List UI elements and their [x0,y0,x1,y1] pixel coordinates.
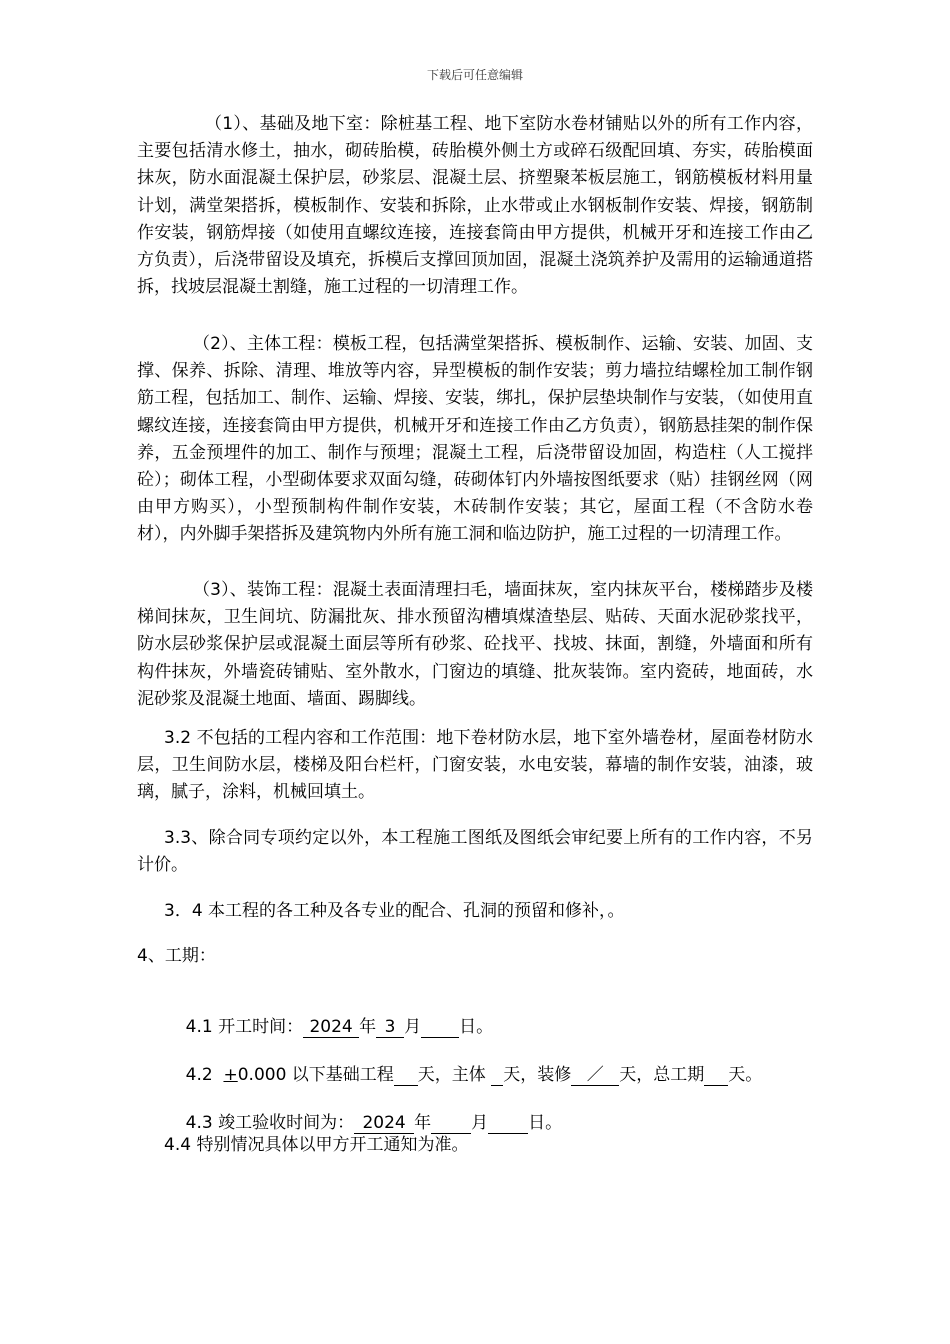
paragraph-exclusions: 3.2 不包括的工程内容和工作范围：地下卷材防水层，地下室外墙卷材，屋面卷材防水层，卫生间防水层，楼梯及阳台栏杆，门窗安装，水电安装，幕墙的制作安装，油漆，玻璃，腻子，涂料，机械回填土。 [137,728,813,803]
start-year-field: 2024 [303,1017,359,1038]
plus-sign: + [223,1065,238,1085]
paragraph-decoration: （3）、装饰工程：混凝土表面清理扫毛，墙面抹灰，室内抹灰平台，楼梯踏步及楼梯间抹灰，卫生间坑、防漏批灰、排水预留沟槽填煤渣垫层、贴砖、天面水泥砂浆找平，防水层砂浆保护层或混凝土面层等所有砂浆、砼找平、找坡、抹面，割缝，外墙面和所有构件抹灰，外墙瓷砖铺贴、室外散水，门窗边的填缝、批灰装饰。室内瓷砖，地面砖，水泥砂浆及混凝土地面、墙面、踢脚线。 [137,580,813,709]
start-month-unit: 月 [404,1017,422,1037]
main-structure-label: 天，主体 [417,1065,492,1085]
completion-year-field: 2024 [354,1113,414,1134]
start-month-field: 3 [376,1017,404,1038]
paragraph-main-structure: （2）、主体工程：模板工程，包括满堂架搭拆、模板制作、运输、安装、加固、支撑、保养、拆除、清理、堆放等内容，异型模板的制作安装；剪力墙拉结螺栓加工制作钢筋工程，包括加工、制作、运输、焊接、安装，绑扎，保护层垫块制作与安装，（如使用直螺纹连接，连接套筒由甲方提供，机械开牙和连接工作由乙方负责），钢筋悬挂架的制作保养，五金预埋件的加工、制作与预埋；混凝土工程，后浇带留设加固，构造柱（人工搅拌砼）；砌体工程，小型砌体要求双面勾缝，砖砌体钉内外墙按图纸要求（贴）挂钢丝网（网由甲方购买），小型预制构件制作安装，木砖制作安装；其它，屋面工程（不含防水卷材），内外脚手架搭拆及建筑物内外所有施工洞和临边防护，施工过程的一切清理工作。 [137,334,813,545]
start-day-field [421,1017,459,1038]
foundation-label: 0.000 以下基础工程 [237,1065,394,1085]
completion-month-field [431,1113,471,1134]
duration-label: 4.2 [185,1065,224,1085]
decoration-days-field: ／ [571,1065,619,1086]
foundation-days-field [394,1065,418,1086]
paragraph-foundation: （1）、基础及地下室：除桩基工程、地下室防水卷材铺贴以外的所有工作内容，主要包括清水修土，抽水，砌砖胎模，砖胎模外侧土方或碎石级配回填、夯实，砖胎模面抹灰，防水面混凝土保护层，砂浆层、混凝土层、挤塑聚苯板层施工，钢筋模板材料用量计划，满堂架搭拆，模板制作、安装和拆除，止水带或止水钢板制作安装、焊接，钢筋制作安装，钢筋焊接（如使用直螺纹连接，连接套筒由甲方提供，机械开牙和连接工作由乙方负责），后浇带留设及填充，拆模后支撑回顶加固，混凝土浇筑养护及需用的运输通道搭拆，找坡层混凝土割缝，施工过程的一切清理工作。 [137,114,813,298]
completion-year-unit: 年 [414,1113,432,1133]
paragraph-3-3: 3.3、除合同专项约定以外，本工程施工图纸及图纸会审纪要上所有的工作内容，不另计价。 [137,828,813,876]
section-4-heading: 4、工期： [137,946,216,966]
completion-month-unit: 月 [471,1113,489,1133]
start-date-label: 4.1 开工时间： [185,1017,304,1037]
completion-day-field [488,1113,528,1134]
main-structure-days-field [491,1065,503,1086]
line-4-4-special-note: 4.4 特别情况具体以甲方开工通知为准。 [164,1135,469,1155]
start-year-unit: 年 [359,1017,377,1037]
total-days-field [704,1065,728,1086]
completion-label: 4.3 竣工验收时间为： [185,1113,355,1133]
total-days-unit: 天。 [728,1065,763,1085]
completion-day-unit: 日。 [528,1113,563,1133]
total-label: 天，总工期 [619,1065,705,1085]
decoration-label: 天，装修 [503,1065,572,1085]
start-day-unit: 日。 [459,1017,494,1037]
page-header: 下载后可任意编辑 [426,68,523,82]
paragraph-3-4: 3．4 本工程的各工种及各专业的配合、孔洞的预留和修补，。 [164,901,625,921]
